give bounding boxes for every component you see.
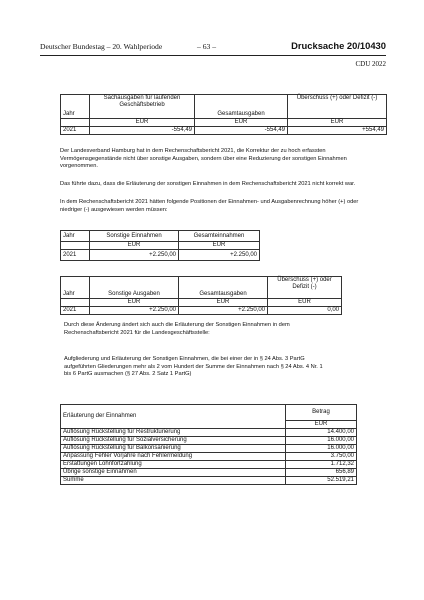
table-cell: 3.750,00 <box>286 453 357 461</box>
page-header <box>40 40 386 54</box>
table-cell: 2021 <box>61 250 90 261</box>
table-cell: Auflösung Rückstellung für Sozialversicherung <box>61 437 286 445</box>
table-cell: +2.250,00 <box>90 307 179 315</box>
table-cell: +2.250,00 <box>90 250 179 261</box>
table-cell: Erstattungen Lohnfortzahlung <box>61 461 286 469</box>
table-cell: 14.400,00 <box>286 429 357 437</box>
table-correction-2 <box>60 230 260 261</box>
table-cell: 2021 <box>61 307 90 315</box>
table-row <box>61 445 357 453</box>
column-header: Überschuss (+) oder Defizit (-) <box>288 95 387 119</box>
column-header: Erläuterung der Einnahmen <box>61 405 286 429</box>
table-income-breakdown <box>60 404 357 485</box>
table-header-row <box>61 405 357 421</box>
table-row <box>61 307 342 315</box>
unit-cell: EUR <box>286 421 357 429</box>
unit-cell <box>61 242 90 250</box>
table-cell: 656,89 <box>286 469 357 477</box>
table-row <box>61 437 357 445</box>
paragraph: Aufgliederung und Erläuterung der Sonstigen Einnahmen, die bei einer der in § 24 Abs. 3 PartG aufgeführten Gliederungen mehr als 2 vom Hundert der Summe der Einnahmen nach § 24 Abs. 4 Nr. 1 bis 6 PartG ausmachen (§ 27 Abs. 2 Satz 1 PartG) <box>64 356 323 378</box>
table-cell: +2.250,00 <box>179 307 268 315</box>
column-header: Gesamtausgaben <box>195 95 288 119</box>
table-correction-1 <box>60 94 387 135</box>
page-number: – 63 – <box>197 42 216 51</box>
unit-cell: EUR <box>288 119 387 127</box>
table-cell: Übrige sonstige Einnahmen <box>61 469 286 477</box>
column-header: Jahr <box>61 231 90 242</box>
unit-cell: EUR <box>179 299 268 307</box>
table-correction-3 <box>60 276 342 315</box>
column-header: Jahr <box>61 95 90 119</box>
column-header: Jahr <box>61 277 90 299</box>
unit-row <box>61 242 260 250</box>
unit-cell: EUR <box>179 242 260 250</box>
document-number: Drucksache 20/10430 <box>291 40 386 51</box>
column-header: Überschuss (+) oder Defizit (-) <box>268 277 342 299</box>
column-header: Betrag <box>286 405 357 421</box>
unit-row <box>61 299 342 307</box>
table-cell: 16.000,00 <box>286 445 357 453</box>
table-header-row <box>61 95 387 119</box>
paragraph: In dem Rechenschaftsbericht 2021 hätten folgende Positionen der Einnahmen- und Ausgabenrechnung höher (+) oder niedriger (-) ausgewiesen werden müssen: <box>60 199 359 213</box>
header-rule <box>40 55 386 56</box>
paragraph: Das führte dazu, dass die Erläuterung der sonstigen Einnahmen in dem Rechenschaftsbericht 2021 nicht korrekt war. <box>60 181 356 187</box>
column-header: Sachausgaben für laufenden Geschäftsbetrieb <box>90 95 195 119</box>
table-cell: 16.000,00 <box>286 437 357 445</box>
unit-cell <box>61 119 90 127</box>
table-row <box>61 477 357 485</box>
unit-cell: EUR <box>195 119 288 127</box>
table-cell: -554,49 <box>195 127 288 135</box>
column-header: Gesamtausgaben <box>179 277 268 299</box>
table-row <box>61 461 357 469</box>
column-header: Gesamteinnahmen <box>179 231 260 242</box>
table-cell: Anpassung Fehler Vorjahre nach Fehlermeldung <box>61 453 286 461</box>
table-cell: +554,49 <box>288 127 387 135</box>
table-row <box>61 453 357 461</box>
unit-cell: EUR <box>90 242 179 250</box>
unit-cell: EUR <box>268 299 342 307</box>
table-cell: +2.250,00 <box>179 250 260 261</box>
table-cell: 52.519,21 <box>286 477 357 485</box>
table-cell: Auflösung Rückstellung für Restrukturierung <box>61 429 286 437</box>
table-cell: 1.712,32 <box>286 461 357 469</box>
table-row <box>61 250 260 261</box>
table-header-row <box>61 277 342 299</box>
table-header-row <box>61 231 260 242</box>
unit-cell <box>61 299 90 307</box>
table-cell: 2021 <box>61 127 90 135</box>
unit-cell: EUR <box>90 119 195 127</box>
column-header: Sonstige Einnahmen <box>90 231 179 242</box>
party-label: CDU 2022 <box>355 60 386 68</box>
table-row <box>61 429 357 437</box>
table-cell: -554,49 <box>90 127 195 135</box>
header-left: Deutscher Bundestag – 20. Wahlperiode <box>40 42 163 51</box>
paragraph: Der Landesverband Hamburg hat in dem Rechenschaftsbericht 2021, die Korrektur der zu hoch erfassten Vermögensgegenstände nicht über sonstige Ausgaben, sondern über eine Reduzierung der sonstigen Einnahmen vorgenommen. <box>60 148 347 170</box>
table-cell: Summe <box>61 477 286 485</box>
table-cell: Auflösung Rückstellung für Balkonsanierung <box>61 445 286 453</box>
table-row <box>61 469 357 477</box>
unit-row <box>61 119 387 127</box>
table-row <box>61 127 387 135</box>
unit-cell: EUR <box>90 299 179 307</box>
column-header: Sonstige Ausgaben <box>90 277 179 299</box>
table-cell: 0,00 <box>268 307 342 315</box>
paragraph: Durch diese Änderung ändert sich auch die Erläuterung der Sonstigen Einnahmen in dem Rechenschaftsbericht 2021 für die Landesgeschäftsstelle: <box>64 322 290 336</box>
